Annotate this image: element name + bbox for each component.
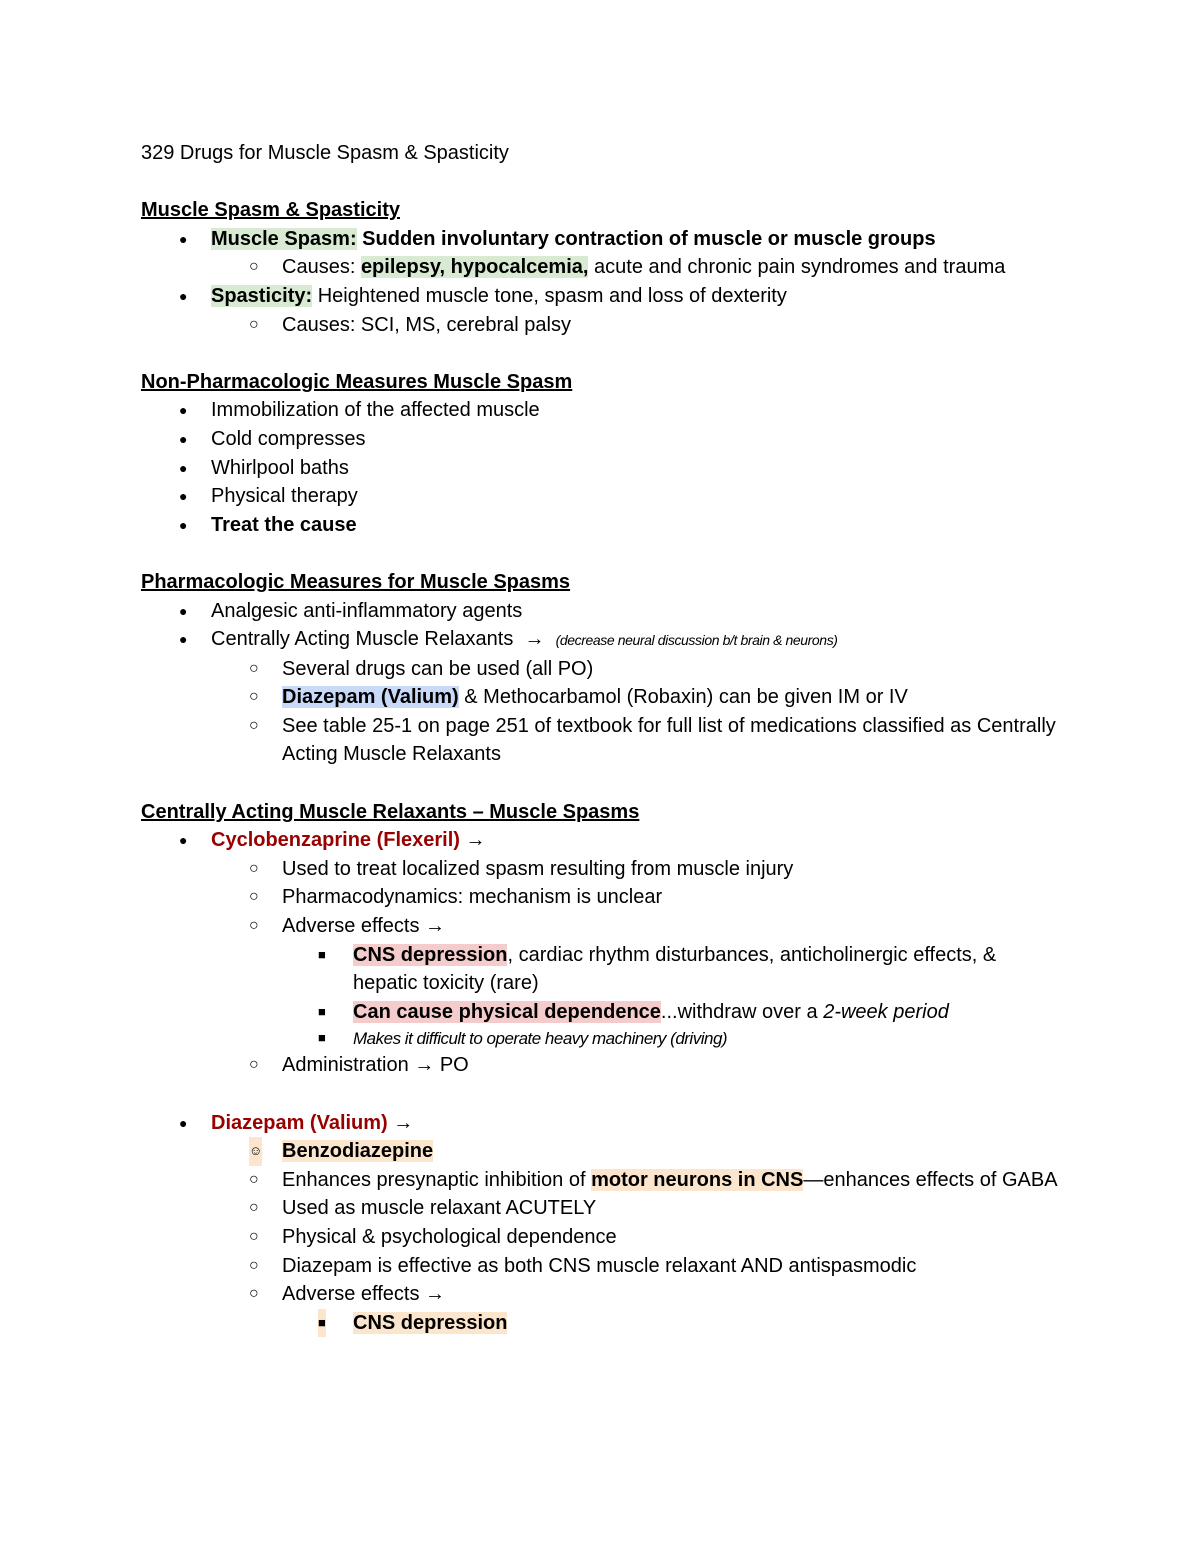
section-heading: Non-Pharmacologic Measures Muscle Spasm [141, 370, 573, 393]
text: Adverse effects → [282, 915, 446, 938]
highlighted-text: CNS depression [353, 1311, 508, 1334]
text: Immobilization of the affected muscle [211, 399, 540, 422]
list-item [141, 683, 1061, 712]
text: See table 25-1 on page 251 of textbook for full list of medications classified as Centrally Acting Muscle Relaxants [282, 714, 1056, 766]
text: Physical therapy [211, 485, 358, 508]
highlighted-text: motor neurons in CNS [591, 1168, 804, 1191]
highlighted-text: Can cause physical dependence [353, 1000, 661, 1023]
circle-bullet-icon: ○ [249, 315, 259, 333]
text: Diazepam is effective as both CNS muscle relaxant AND antispasmodic [282, 1254, 917, 1277]
arrow-icon: → [459, 829, 486, 852]
bullet-icon: ● [179, 631, 188, 648]
text: Several drugs can be used (all PO) [282, 657, 594, 680]
document-body [141, 139, 1061, 1337]
circle-bullet-icon: ○ [249, 917, 259, 935]
section-heading: Muscle Spasm & Spasticity [141, 199, 400, 222]
bullet-icon: ● [179, 430, 188, 447]
square-bullet-icon: ■ [318, 1030, 326, 1046]
list-item [141, 511, 1061, 540]
text: & Methocarbamol (Robaxin) can be given IM or IV [458, 686, 908, 709]
text: Whirlpool baths [211, 456, 349, 479]
bullet-icon: ● [179, 1114, 188, 1131]
list-item [141, 1280, 1061, 1309]
drug-name: Diazepam (Valium) [211, 1111, 388, 1134]
bullet-icon: ● [179, 230, 188, 247]
text: Adverse effects → [282, 1283, 446, 1306]
list-item [141, 1026, 1061, 1051]
list-item [141, 282, 1061, 311]
text: Causes: SCI, MS, cerebral palsy [282, 313, 571, 336]
italic-text: Makes it difficult to operate heavy machinery (driving) [353, 1029, 728, 1049]
bullet-icon: ● [179, 832, 188, 849]
section-non-pharmacologic [141, 368, 1061, 540]
list-item [141, 1137, 1061, 1166]
text: —enhances effects of GABA [803, 1168, 1058, 1191]
list-item [141, 883, 1061, 912]
text: Physical & psychological dependence [282, 1225, 617, 1248]
circle-bullet-icon: ○ [249, 1170, 259, 1188]
list-item [141, 311, 1061, 340]
section-heading: Centrally Acting Muscle Relaxants – Muscle Spasms [141, 800, 640, 823]
term-label: Spasticity: [211, 284, 313, 307]
text: acute and chronic pain syndromes and trauma [588, 256, 1006, 279]
definition-text: Heightened muscle tone, spasm and loss of dexterity [312, 284, 787, 307]
document-title: 329 Drugs for Muscle Spasm & Spasticity [141, 142, 509, 164]
text: Centrally Acting Muscle Relaxants [211, 628, 514, 651]
list-item [141, 1051, 1061, 1080]
note-text: (decrease neural discussion b/t brain & neurons) [555, 632, 838, 649]
list-item [141, 655, 1061, 684]
list-item [141, 482, 1061, 511]
section-heading: Pharmacologic Measures for Muscle Spasms [141, 570, 571, 593]
list-item [141, 1309, 1061, 1338]
smiley-bullet-icon: ☺ [249, 1137, 262, 1166]
list-item [141, 454, 1061, 483]
text: Administration → PO [282, 1054, 469, 1077]
list-item [141, 396, 1061, 425]
section-centrally-acting [141, 798, 1061, 1338]
list-item [141, 998, 1061, 1027]
text: Cold compresses [211, 427, 366, 450]
circle-bullet-icon: ○ [249, 888, 259, 906]
bullet-icon: ● [179, 602, 188, 619]
circle-bullet-icon: ○ [249, 1256, 259, 1274]
highlighted-text: Diazepam (Valium) [282, 686, 459, 709]
definition-text: Sudden involuntary contraction of muscle or muscle groups [356, 227, 936, 250]
square-bullet-icon: ■ [318, 946, 326, 962]
list-item [141, 1109, 1061, 1138]
spacer [141, 1080, 1061, 1109]
circle-bullet-icon: ○ [249, 1199, 259, 1217]
section-pharmacologic [141, 568, 1061, 769]
circle-bullet-icon: ○ [249, 258, 259, 276]
circle-bullet-icon: ○ [249, 716, 259, 734]
text: Used to treat localized spasm resulting from muscle injury [282, 857, 794, 880]
circle-bullet-icon: ○ [249, 1056, 259, 1074]
square-bullet-icon: ■ [318, 1309, 326, 1338]
list-item [141, 225, 1061, 254]
arrow-icon: → [387, 1111, 414, 1134]
bullet-icon: ● [179, 488, 188, 505]
text: Enhances presynaptic inhibition of [282, 1168, 592, 1191]
section-muscle-spasm-spasticity [141, 196, 1061, 339]
list-item [141, 826, 1061, 855]
text: Treat the cause [211, 513, 357, 536]
list-item [141, 1166, 1061, 1195]
text: ...withdraw over a [660, 1000, 824, 1023]
list-item [141, 912, 1061, 941]
highlighted-text: Benzodiazepine [282, 1140, 434, 1163]
list-item [141, 253, 1061, 282]
square-bullet-icon: ■ [318, 1003, 326, 1019]
bullet-icon: ● [179, 287, 188, 304]
list-item [141, 941, 1061, 998]
text: , cardiac rhythm disturbances, anticholinergic effects, & hepatic toxicity (rare) [353, 943, 997, 995]
bullet-icon: ● [179, 459, 188, 476]
list-item [141, 1252, 1061, 1281]
list-item [141, 1194, 1061, 1223]
list-item [141, 597, 1061, 626]
list-item [141, 855, 1061, 884]
text: Analgesic anti-inflammatory agents [211, 599, 523, 622]
highlighted-text: epilepsy, hypocalcemia, [360, 256, 589, 279]
text: Causes: [282, 256, 361, 279]
list-item [141, 625, 1061, 655]
bullet-icon: ● [179, 516, 188, 533]
circle-bullet-icon: ○ [249, 859, 259, 877]
arrow-icon: → [513, 628, 556, 651]
circle-bullet-icon: ○ [249, 688, 259, 706]
text: Pharmacodynamics: mechanism is unclear [282, 886, 663, 909]
text: Used as muscle relaxant ACUTELY [282, 1197, 597, 1220]
circle-bullet-icon: ○ [249, 1285, 259, 1303]
list-item [141, 425, 1061, 454]
highlighted-text: CNS depression [353, 943, 508, 966]
bullet-icon: ● [179, 402, 188, 419]
list-item [141, 712, 1061, 769]
italic-text: 2-week period [823, 1000, 949, 1023]
drug-name: Cyclobenzaprine (Flexeril) [211, 829, 460, 852]
circle-bullet-icon: ○ [249, 659, 259, 677]
term-label: Muscle Spasm: [211, 227, 357, 250]
circle-bullet-icon: ○ [249, 1227, 259, 1245]
list-item [141, 1223, 1061, 1252]
